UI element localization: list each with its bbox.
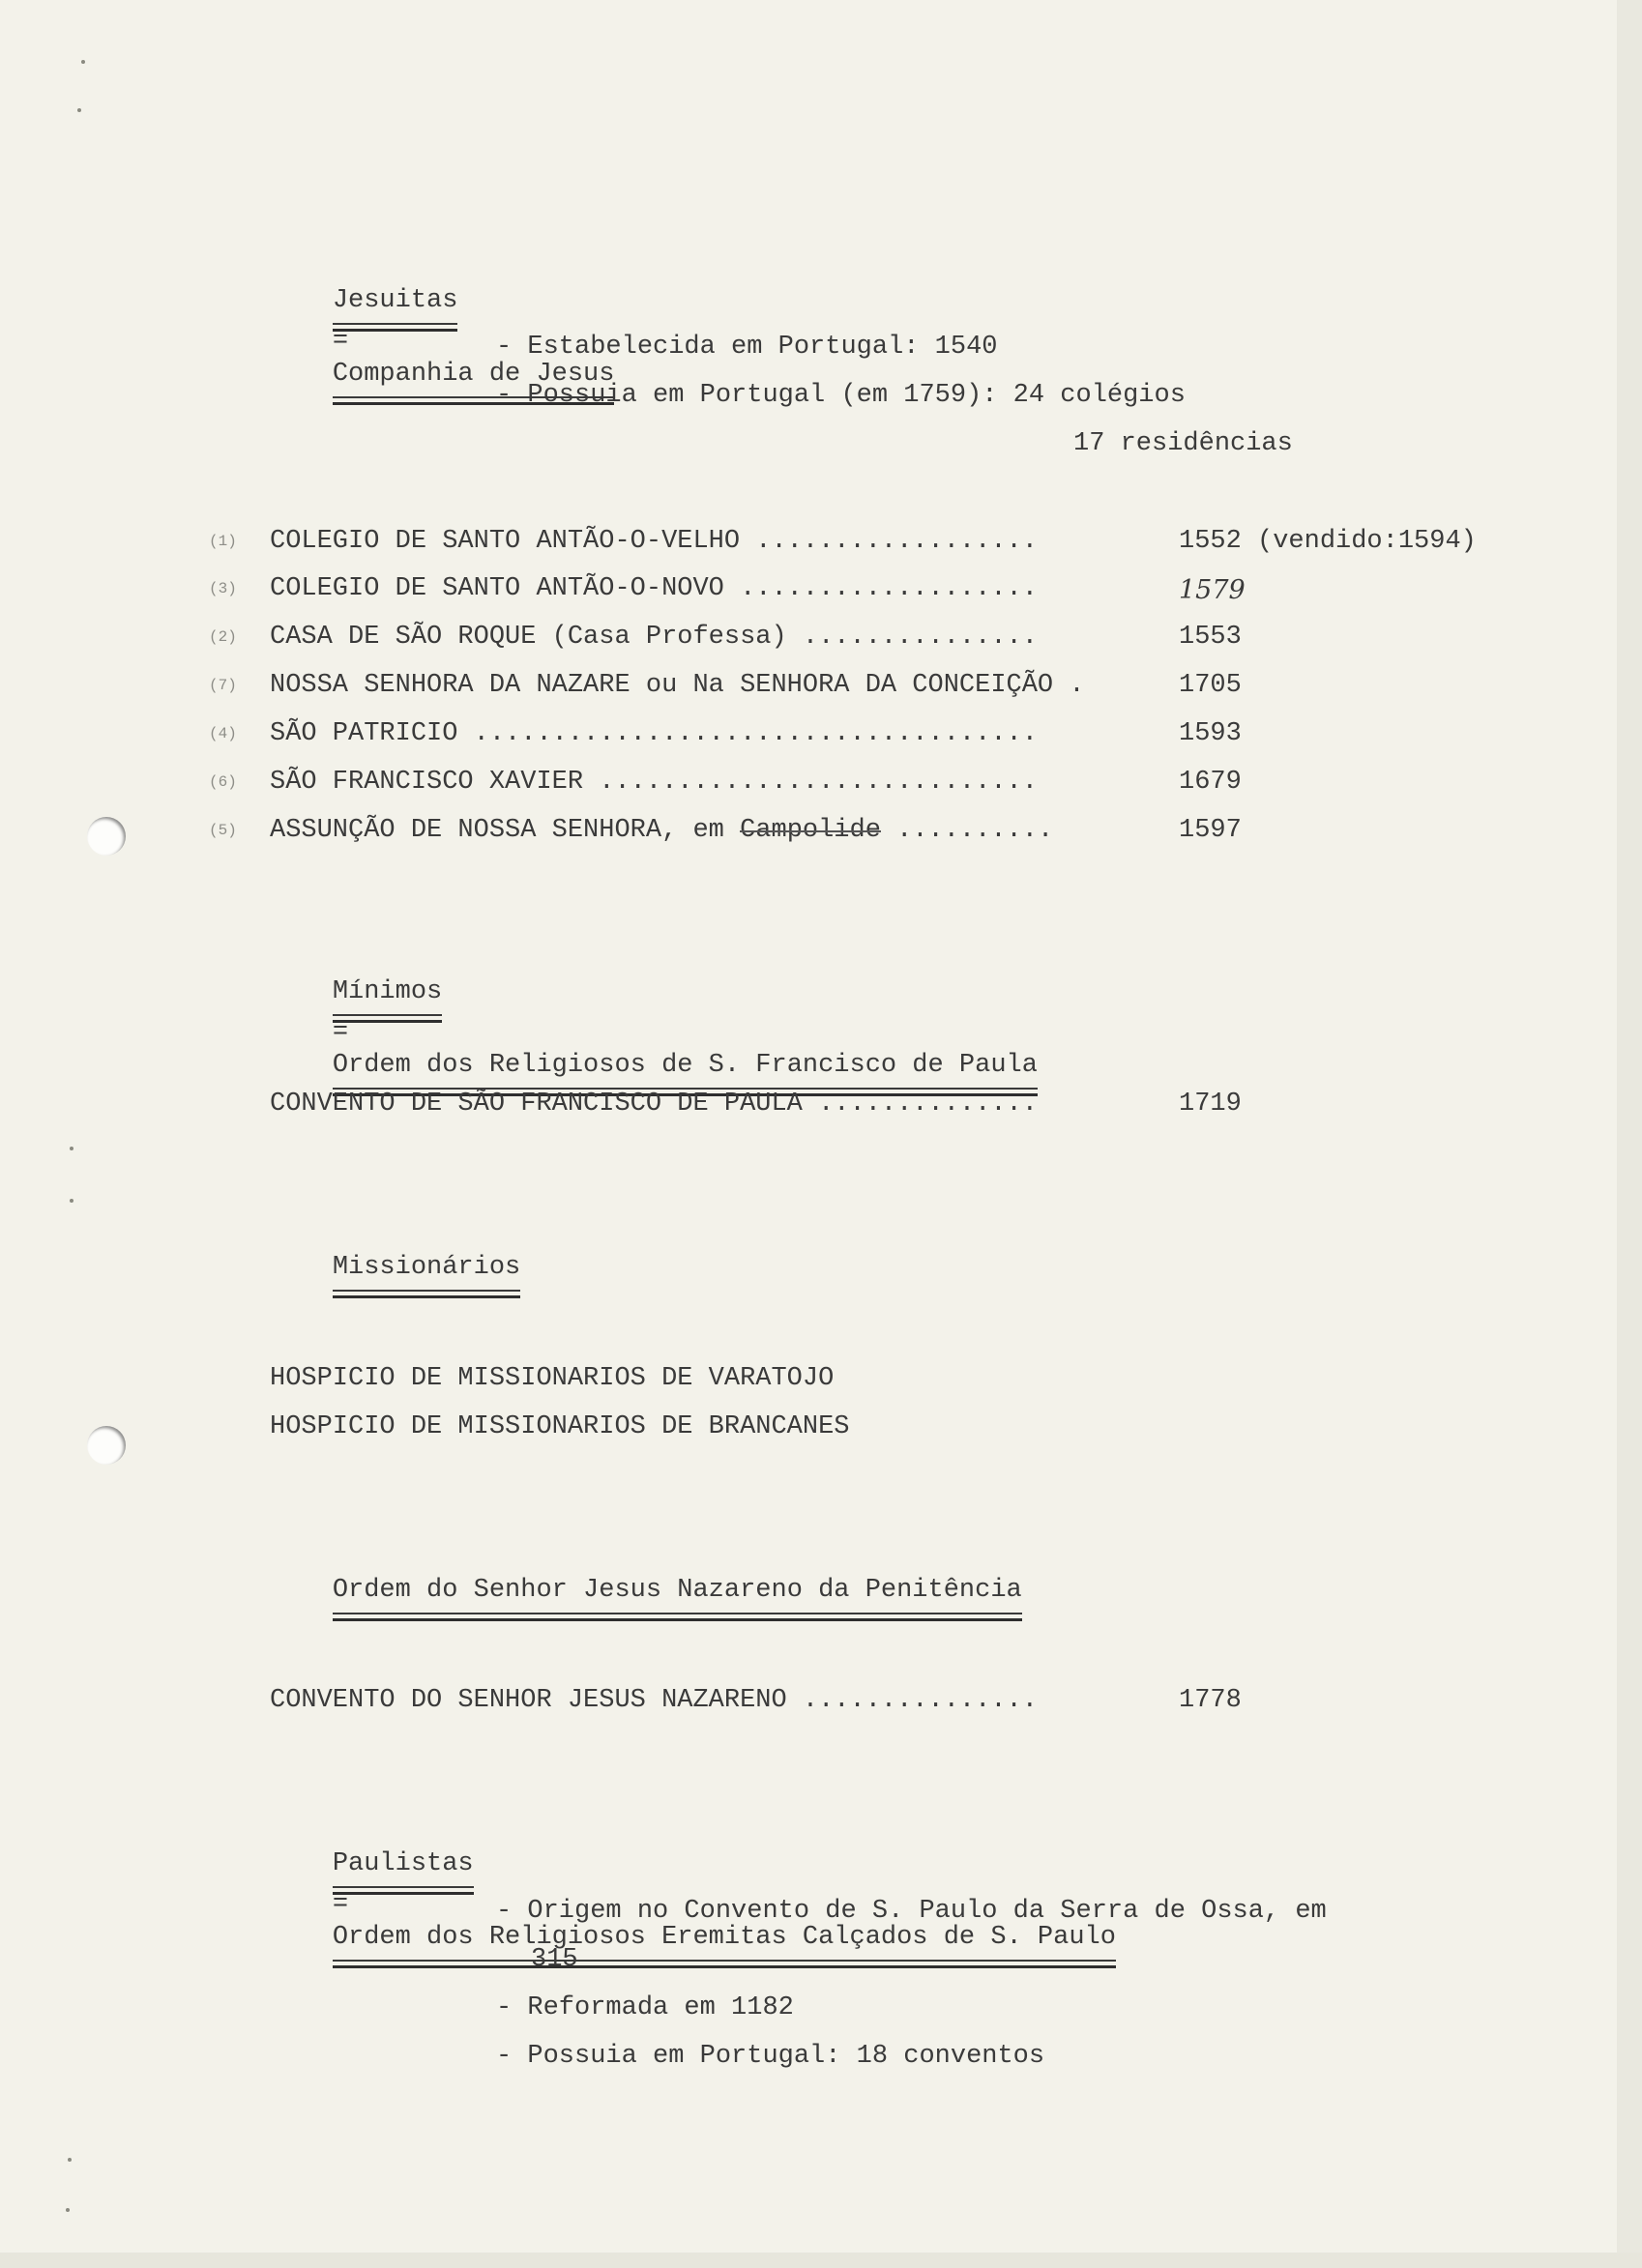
list-item-number: (5) xyxy=(209,822,237,839)
list-item-number: (3) xyxy=(209,580,237,597)
heading-minimos-full: Ordem dos Religiosos de S. Francisco de Paula xyxy=(333,1049,1038,1090)
jesuitas-fact: - Possuia em Portugal (em 1759): 24 colégios xyxy=(496,381,1186,410)
punch-hole-lower xyxy=(87,1426,126,1465)
list-item: CONVENTO DE SÃO FRANCISCO DE PAULA .............. xyxy=(270,1090,1038,1119)
list-item-number: (2) xyxy=(209,628,237,646)
paper-speck xyxy=(66,2208,70,2212)
heading-equals: = xyxy=(332,327,349,356)
heading-minimos-term: Mínimos xyxy=(333,975,442,1016)
list-item-number: (1) xyxy=(209,533,237,550)
list-item: CASA DE SÃO ROQUE (Casa Professa) ............... xyxy=(270,623,1038,652)
paulistas-fact: - Origem no Convento de S. Paulo da Serra de Ossa, em xyxy=(496,1897,1327,1926)
page-edge-right xyxy=(1617,0,1642,2268)
paper-speck xyxy=(70,1147,73,1150)
list-item-year: 1593 xyxy=(1179,719,1242,748)
heading-equals: = xyxy=(332,1018,349,1047)
list-item: COLEGIO DE SANTO ANTÃO-O-VELHO .................. xyxy=(270,527,1038,556)
list-item: COLEGIO DE SANTO ANTÃO-O-NOVO ................... xyxy=(270,574,1038,603)
list-item: HOSPICIO DE MISSIONARIOS DE VARATOJO xyxy=(270,1364,835,1393)
heading-equals: = xyxy=(332,1890,349,1919)
list-item-year: 1553 xyxy=(1179,623,1242,652)
heading-jesuitas-full: Companhia de Jesus xyxy=(333,358,615,398)
list-item-place-corrected: Campolide xyxy=(740,816,881,845)
list-item-year: 1552 (vendido:1594) xyxy=(1179,527,1477,556)
heading-paulistas-term: Paulistas xyxy=(333,1847,474,1888)
section-heading-nazareno xyxy=(270,1541,1022,1647)
list-item-number: (7) xyxy=(209,677,237,694)
page-edge-bottom xyxy=(0,2253,1642,2268)
list-item: SÃO PATRICIO .................................... xyxy=(270,719,1038,748)
list-item: HOSPICIO DE MISSIONARIOS DE BRANCANES xyxy=(270,1412,850,1441)
punch-hole-upper xyxy=(87,817,126,856)
jesuitas-fact: - Estabelecida em Portugal: 1540 xyxy=(496,333,998,362)
list-item-text: ASSUNÇÃO DE NOSSA SENHORA, em xyxy=(270,816,741,845)
paulistas-fact: 315 xyxy=(531,1945,578,1974)
list-item-number: (6) xyxy=(209,773,237,791)
list-item xyxy=(270,814,1053,847)
paper-speck xyxy=(68,2158,72,2162)
list-item-year: 1778 xyxy=(1179,1686,1242,1715)
paper-speck xyxy=(77,108,81,112)
list-item-number: (4) xyxy=(209,725,237,742)
list-item-year-handwritten: 1579 xyxy=(1179,575,1246,605)
list-item: NOSSA SENHORA DA NAZARE ou Na SENHORA DA CONCEIÇÃO . xyxy=(270,671,1085,700)
paper-speck xyxy=(81,60,85,64)
section-heading-missionarios xyxy=(270,1218,520,1324)
list-item-year: 1705 xyxy=(1179,671,1242,700)
list-item: CONVENTO DO SENHOR JESUS NAZARENO ............... xyxy=(270,1686,1038,1715)
list-item-leader: .......... xyxy=(880,816,1054,845)
paulistas-fact: - Reformada em 1182 xyxy=(496,1993,794,2022)
heading-missionarios-term: Missionários xyxy=(333,1251,520,1292)
list-item: SÃO FRANCISCO XAVIER ............................ xyxy=(270,768,1038,797)
heading-paulistas-full: Ordem dos Religiosos Eremitas Calçados de S. Paulo xyxy=(333,1921,1116,1962)
list-item-year: 1679 xyxy=(1179,768,1242,797)
paulistas-fact: - Possuia em Portugal: 18 conventos xyxy=(496,2042,1045,2071)
heading-nazareno-term: Ordem do Senhor Jesus Nazareno da Penitência xyxy=(333,1574,1022,1614)
jesuitas-fact: 17 residências xyxy=(1073,429,1293,458)
list-item-year: 1597 xyxy=(1179,816,1242,845)
paper-speck xyxy=(70,1199,73,1203)
list-item-year: 1719 xyxy=(1179,1090,1242,1119)
heading-jesuitas-term: Jesuitas xyxy=(333,284,458,325)
